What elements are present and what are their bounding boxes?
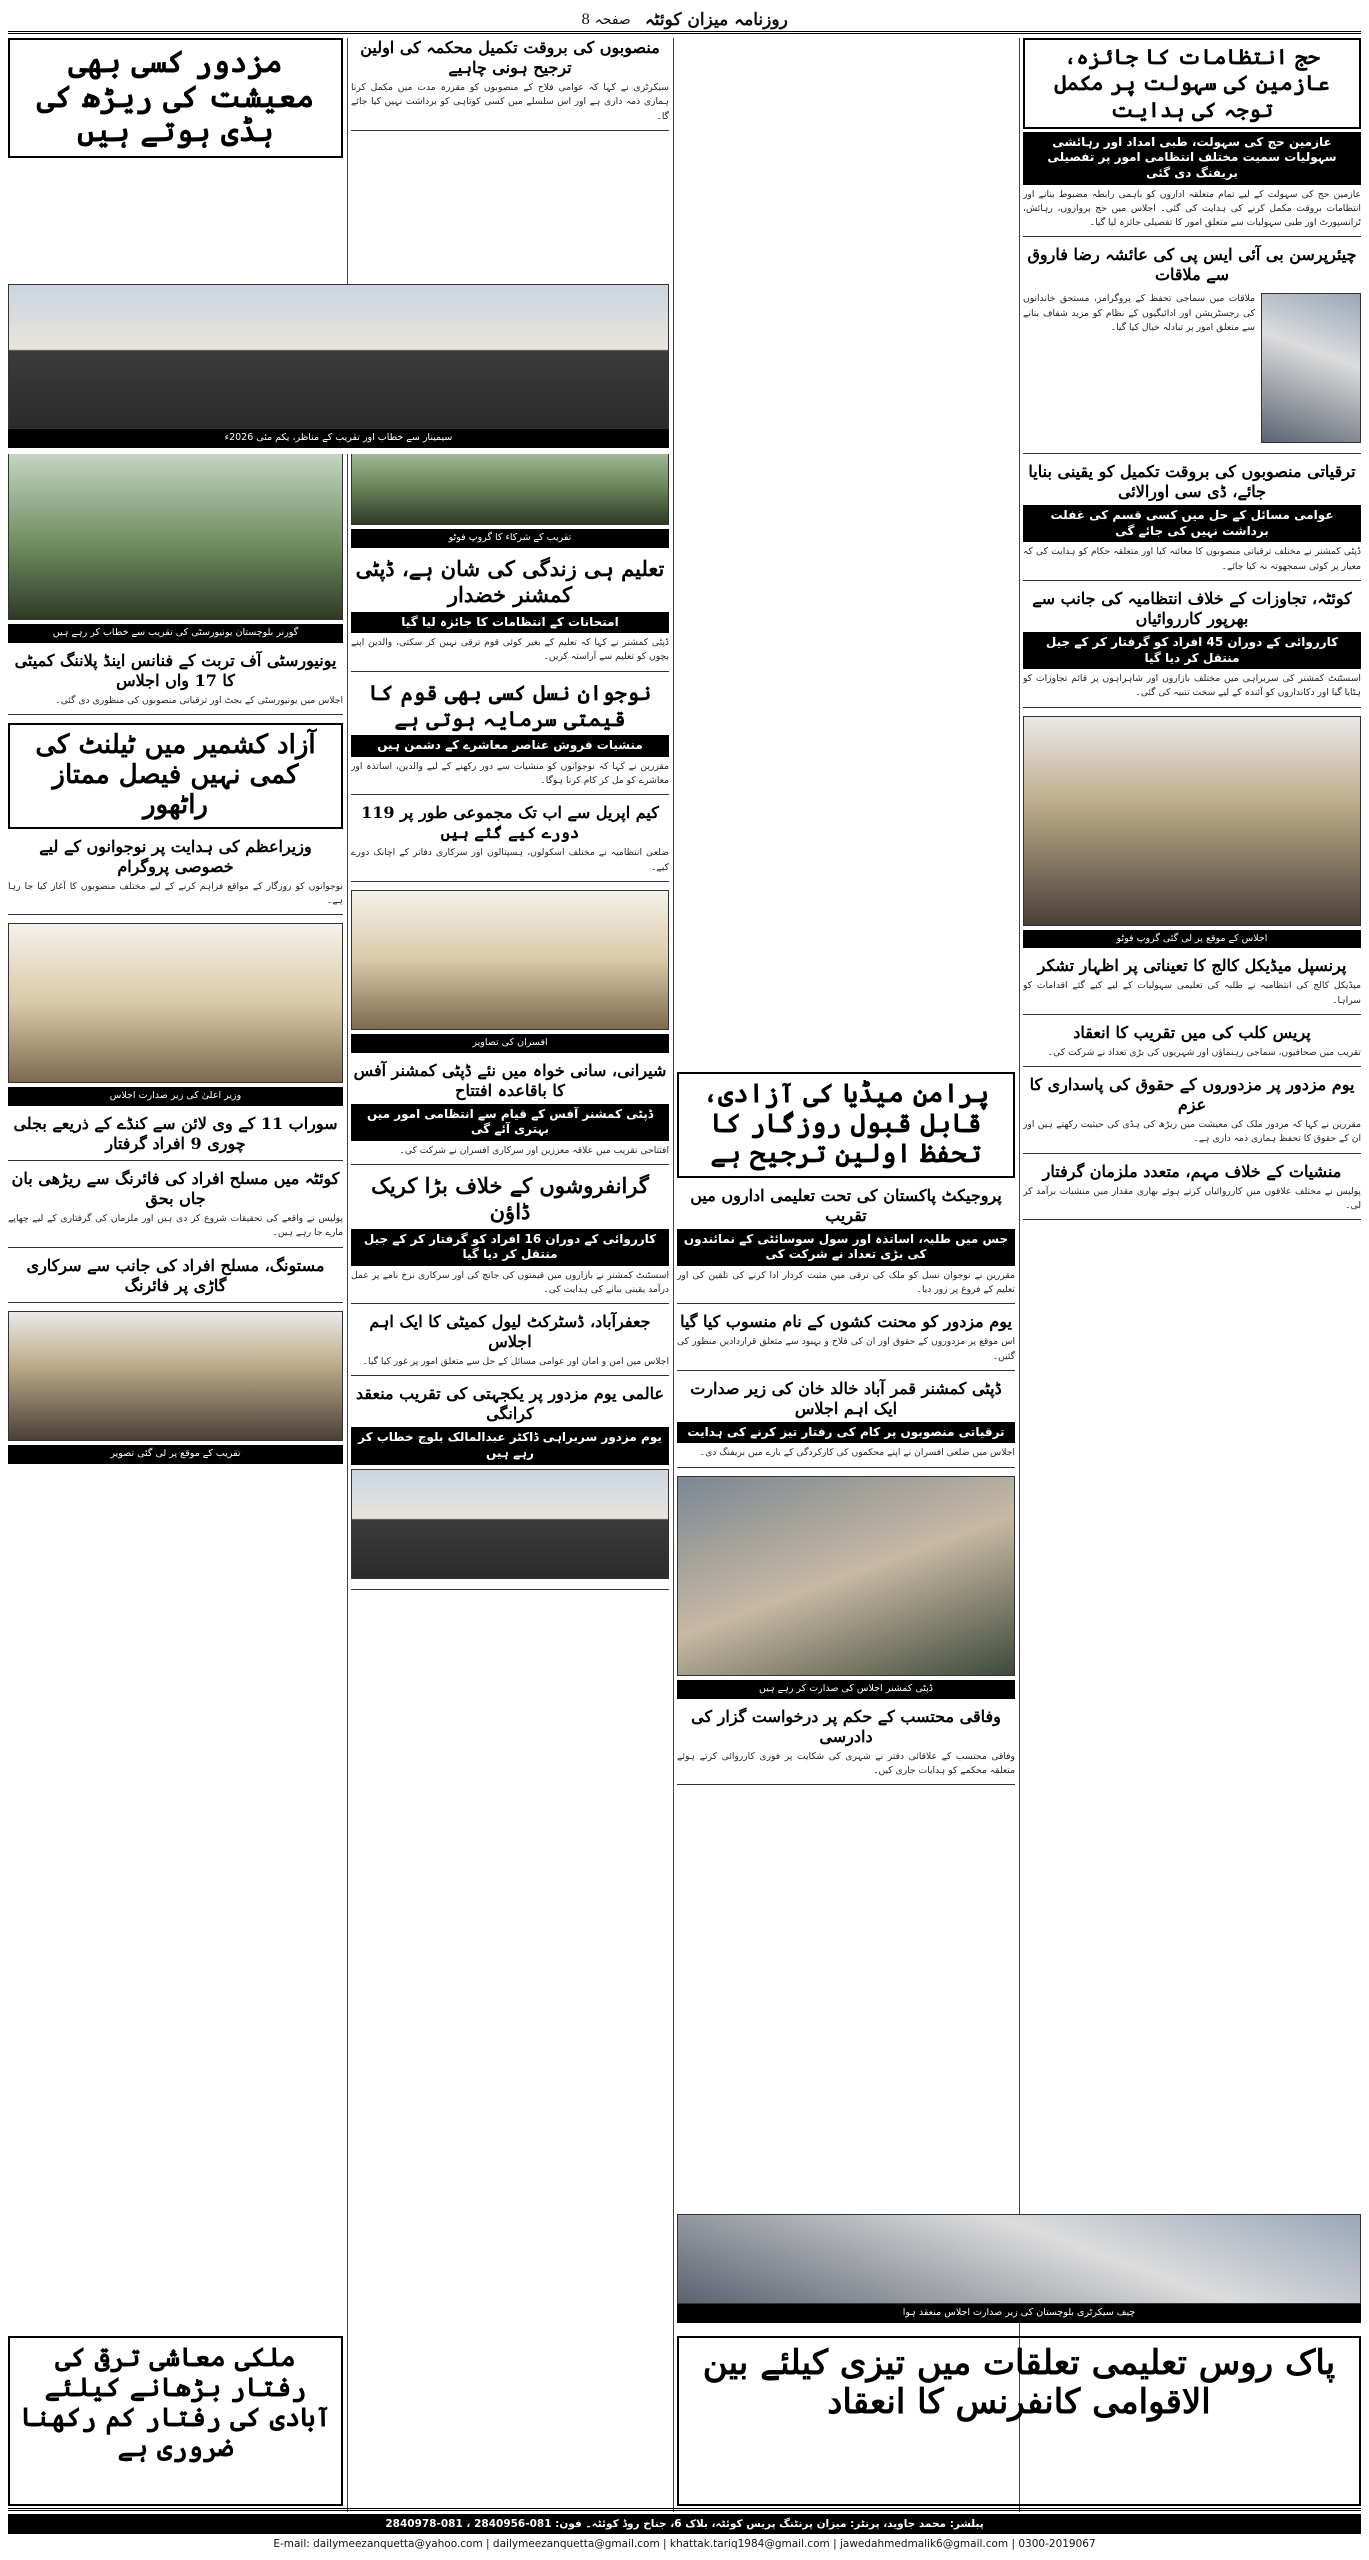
- headline: تعلیم ہی زندگی کی شان ہے، ڈپٹی کمشنر خضدار: [355, 556, 665, 608]
- paper-name: روزنامہ میزان کوئٹہ: [644, 10, 788, 30]
- headline: منصوبوں کی بروقت تکمیل محکمہ کی اولین ترجیح ہونی چاہیے: [360, 38, 660, 77]
- photo-band-cs: [677, 2214, 1361, 2330]
- article-body: ڈپٹی کمشنر نے مختلف ترقیاتی منصوبوں کا معائنہ کیا اور متعلقہ حکام کو ہدایت کی کہ معیار پر کوئی سمجھوتہ نہ کیا جائے۔: [1023, 546, 1361, 572]
- article-education-khuzdar: [351, 556, 669, 672]
- subheadline: ڈپٹی کمشنر آفس کے قیام سے انتظامی امور میں بہتری آئے گی: [351, 1104, 669, 1141]
- article-body: پولیس نے واقعے کی تحقیقات شروع کر دی ہیں اور ملزمان کی گرفتاری کے لیے چھاپے مارے جا رہے ہیں۔: [8, 1213, 343, 1239]
- article-body: اسسٹنٹ کمشنر نے بازاروں میں قیمتوں کی جانچ کی اور سرکاری نرخ نامے پر عمل درآمد یقینی بنانے کی ہدایت کی۔: [351, 1269, 669, 1295]
- article-bisp: [1023, 245, 1361, 454]
- article-medical-college: [1023, 956, 1361, 1015]
- subheadline: امتحانات کے انتظامات کا جائزہ لیا گیا: [351, 612, 669, 634]
- article-labour: [677, 1312, 1015, 1371]
- banner-headline: مزدور کسی بھی معیشت کی ریڑھ کی ہڈی ہوتے ہیں: [36, 45, 315, 149]
- article-mastung: [8, 1256, 343, 1303]
- article-body: افتتاحی تقریب میں علاقہ معززین اور سرکاری افسران نے شرکت کی۔: [399, 1144, 669, 1156]
- subheadline: عازمین حج کی سہولت، طبی امداد اور رہائشی سہولیات سمیت مختلف انتظامی امور پر تفصیلی بریفنگ دی گئی: [1023, 132, 1361, 185]
- page-number: صفحہ 8: [581, 11, 631, 28]
- photo-caption: تقریب کے شرکاء کا گروپ فوٹو: [351, 529, 669, 548]
- headline: وفاقی محتسب کے حکم پر درخواست گزار کی دادرسی: [691, 1706, 1001, 1746]
- article-youth: [351, 680, 669, 796]
- headline: مستونگ، مسلح افراد کی جانب سے سرکاری گاڑی پر فائرنگ: [26, 1255, 325, 1295]
- banner-azad-kashmir: [8, 723, 343, 829]
- article-jaffarabad: [351, 1312, 669, 1376]
- article-power-theft: [8, 1114, 343, 1161]
- article-hajj: [1023, 38, 1361, 237]
- imprint-footer: [8, 2508, 1361, 2556]
- photo-caption: تقریب کے موقع پر لی گئی تصویر: [8, 1445, 343, 1464]
- column-2: [677, 38, 1015, 2218]
- article-body: پولیس نے مختلف علاقوں میں کارروائیاں کرتے ہوئے بھاری مقدار میں منشیات برآمد کر لی۔: [1023, 1185, 1361, 1211]
- article-development: [1023, 462, 1361, 581]
- banner-headline: ملکی معاشی ترقی کی رفتار بڑھانے کیلئے آبادی کی رفتار کم رکھنا ضروری ہے: [20, 2343, 331, 2463]
- photo-caption: ڈپٹی کمشنر اجلاس کی صدارت کر رہے ہیں: [677, 1680, 1015, 1699]
- article-body: ملاقات میں سماجی تحفظ کے پروگرامز، مستحق خاندانوں کی رجسٹریشن اور ادائیگیوں کے نظام کو مزید شفاف بنانے سے متعلق امور پر تبادلہ خیال کیا گیا۔: [1023, 293, 1255, 333]
- subheadline: یوم مزدور سربراہی ڈاکٹر عبدالمالک بلوچ خطاب کر رہے ہیں: [351, 1427, 669, 1464]
- subheadline: کارروائی کے دوران 45 افراد کو گرفتار کر کے جیل منتقل کر دیا گیا: [1023, 632, 1361, 669]
- masthead: [8, 8, 1361, 34]
- headline: شیرانی، سانی خواہ میں نئے ڈپٹی کمشنر آفس کا باقاعدہ افتتاح: [353, 1060, 667, 1100]
- article-body: سیکرٹری نے کہا کہ عوامی فلاح کے منصوبوں کو مقررہ مدت میں مکمل کرنا ہماری ذمہ داری ہے اور اس سلسلے میں کسی کوتاہی کو برداشت نہیں کیا جائے گا۔: [351, 82, 669, 122]
- headline: پریس کلب کی میں تقریب کا انعقاد: [1073, 1022, 1311, 1042]
- headline: عالمی یوم مزدور پر یکجہتی کی تقریب منعقد کرانگی: [355, 1384, 664, 1424]
- headline: کیم اپریل سے اب تک مجموعی طور پر 119 دورے کیے گئے ہیں: [361, 803, 659, 843]
- headline: وزیراعظم کی ہدایت پر نوجوانوں کے لیے خصوصی پروگرام: [39, 836, 312, 876]
- column-divider: [1019, 38, 1020, 2512]
- article-profiteers: [351, 1173, 669, 1304]
- article-body: مقررین نے کہا کہ مزدور ملک کی معیشت میں ریڑھ کی ہڈی کی حیثیت رکھتے ہیں اور ان کے حقوق کا تحفظ ہماری ذمہ داری ہے۔: [1023, 1119, 1361, 1145]
- article-body: عازمین حج کی سہولت کے لیے تمام متعلقہ اداروں کو باہمی رابطہ مضبوط بنانے اور انتظامات بروقت مکمل کرنے کی ہدایت کی گئی۔ اجلاس میں حج پروازوں، رہائش، ٹرانسپورٹ اور طبی سہولیات سے متعلق امور کا تفصیلی جائزہ لیا گیا۔: [1023, 188, 1361, 229]
- article-labour-day-event: [351, 1384, 669, 1589]
- article-body: نوجوانوں کو روزگار کے مواقع فراہم کرنے کے لیے مختلف منصوبوں کا آغاز کیا جا رہا ہے۔: [8, 880, 343, 907]
- headline: کوئٹہ، تجاوزات کے خلاف انتظامیہ کی جانب سے بھرپور کارروائیاں: [1032, 588, 1352, 628]
- article-body: اجلاس میں امن و امان اور عوامی مسائل کے حل سے متعلق امور پر غور کیا گیا۔: [362, 1356, 669, 1368]
- subheadline: عوامی مسائل کے حل میں کسی قسم کی غفلت برداشت نہیں کی جائے گی: [1023, 505, 1361, 542]
- news-photo: [8, 923, 343, 1083]
- article-projects-priority: [351, 38, 669, 131]
- article-youth-programme: [8, 837, 343, 916]
- article-encroachment: [1023, 589, 1361, 708]
- article-ombudsman: [677, 1707, 1015, 1786]
- headline: پرنسپل میڈیکل کالج کا تعیناتی پر اظہار تشکر: [1037, 956, 1347, 976]
- article-narcotics: [1023, 1162, 1361, 1221]
- subheadline: منشیات فروش عناصر معاشرے کے دشمن ہیں: [351, 735, 669, 757]
- news-photo: [677, 1476, 1015, 1676]
- headline: یوم مزدور پر مزدوروں کے حقوق کی پاسداری کا عزم: [1029, 1075, 1355, 1115]
- article-labour-day: [1023, 1075, 1361, 1154]
- article-project-pakistan: [677, 1186, 1015, 1305]
- photo-caption: افسران کی تصاویر: [351, 1034, 669, 1053]
- headline: چیئرپرسن بی آئی ایس پی کی عائشہ رضا فاروق سے ملاقات: [1027, 245, 1357, 285]
- contact-line: E-mail: dailymeezanquetta@yahoo.com | dailymeezanquetta@gmail.com | khattak.tariq1984@gmail.com | jawedahmedmalik6@gmail.com | 0300-2019067: [273, 2538, 1096, 2550]
- article-body: اجلاس میں یونیورسٹی کے بجٹ اور ترقیاتی منصوبوں کی منظوری دی گئی۔: [55, 695, 343, 706]
- subheadline: جس میں طلبہ، اساتذہ اور سول سوسائٹی کے نمائندوں کی بڑی تعداد نے شرکت کی: [677, 1229, 1015, 1266]
- imprint-line: پبلشر: محمد جاوید، پرنٹر: میزان پرنٹنگ پریس کوئٹہ، بلاک 6، جناح روڈ کوئٹہ۔ فون: 081-2840956 ، 081-2840978: [8, 2514, 1361, 2534]
- article-quetta-firing: [8, 1169, 343, 1248]
- article-119-visits: [351, 803, 669, 882]
- headline: حج انتظامات کا جائزہ، عازمین کی سہولت پر مکمل توجہ کی ہدایت: [1023, 38, 1361, 129]
- headline: گرانفروشوں کے خلاف بڑا کریک ڈاؤن: [371, 1173, 649, 1225]
- photo-band-seminar: [8, 284, 669, 454]
- photo-caption: وزیر اعلیٰ کی زیر صدارت اجلاس: [8, 1087, 343, 1106]
- article-body: ضلعی انتظامیہ نے مختلف اسکولوں، ہسپتالوں اور سرکاری دفاتر کے اچانک دورے کیے۔: [351, 847, 669, 873]
- news-photo: [351, 890, 669, 1030]
- subheadline: کارروائی کے دوران 16 افراد کو گرفتار کر کے جیل منتقل کر دیا گیا: [351, 1229, 669, 1266]
- news-photo: [1023, 716, 1361, 926]
- portrait-photo: [1261, 293, 1361, 443]
- headline: یوم مزدور کو محنت کشوں کے نام منسوب کیا گیا: [680, 1312, 1012, 1332]
- column-1: [1023, 38, 1361, 2504]
- article-grid: [8, 34, 1361, 2512]
- article-body: مقررین نے نوجوان نسل کو ملک کی ترقی میں مثبت کردار ادا کرنے کی تلقین کی اور تعلیم کے فروغ پر زور دیا۔: [677, 1269, 1015, 1296]
- article-press-club: [1023, 1023, 1361, 1067]
- banner-headline: پرامن میڈیا کی آزادی، قابل قبول روزگار کا تحفظ اولین ترجیح ہے: [702, 1079, 990, 1169]
- article-dc-meeting: [677, 1379, 1015, 1468]
- headline: ترقیاتی منصوبوں کی بروقت تکمیل کو یقینی بنایا جائے، ڈی سی اورالائی: [1028, 462, 1356, 502]
- headline: پروجیکٹ پاکستان کی تحت تعلیمی اداروں میں تقریب: [690, 1185, 1002, 1225]
- headline: جعفرآباد، ڈسٹرکٹ لیول کمیٹی کا ایک اہم اجلاس: [369, 1312, 651, 1352]
- article-body: اس موقع پر مزدوروں کے حقوق اور ان کی فلاح و بہبود سے متعلق قراردادیں منظور کی گئیں۔: [677, 1336, 1015, 1362]
- headline: منشیات کے خلاف مہم، متعدد ملزمان گرفتار: [1042, 1161, 1342, 1181]
- article-body: میڈیکل کالج کی انتظامیہ نے طلبہ کی تعلیمی سہولیات کے لیے کیے گئے اقدامات کو سراہا۔: [1023, 980, 1361, 1006]
- news-photo: [8, 440, 343, 620]
- article-body: ڈپٹی کمشنر نے کہا کہ تعلیم کے بغیر کوئی قوم ترقی نہیں کر سکتی، والدین اپنے بچوں کو تعلیم سے آراستہ کریں۔: [351, 637, 669, 663]
- news-photo: [351, 1469, 669, 1579]
- banner-labour-economy: [8, 38, 343, 158]
- headline: کوئٹہ میں مسلح افراد کی فائرنگ سے ریڑھی بان جاں بحق: [11, 1169, 340, 1209]
- headline: ڈپٹی کمشنر قمر آباد خالد خان کی زیر صدارت ایک اہم اجلاس: [690, 1378, 1002, 1418]
- photo-caption: اجلاس کے موقع پر لی گئی گروپ فوٹو: [1023, 930, 1361, 949]
- banner-media-freedom: [677, 1072, 1015, 1178]
- article-body: اسسٹنٹ کمشنر کی سربراہی میں مختلف بازاروں اور شاہراہوں پر قائم تجاوزات کو ہٹایا گیا اور دکانداروں کو آئندہ کے لیے سخت تنبیہ کی گئی۔: [1023, 673, 1361, 699]
- banner-pak-russia: [677, 2336, 1361, 2506]
- article-body: تقریب میں صحافیوں، سماجی رہنماؤں اور شہریوں کی بڑی تعداد نے شرکت کی۔: [1047, 1046, 1361, 1058]
- photo-caption: چیف سیکرٹری بلوچستان کی زیر صدارت اجلاس منعقد ہوا: [677, 2304, 1361, 2323]
- article-sherani-office: [351, 1061, 669, 1165]
- headline: نوجوان نسل کسی بھی قوم کا قیمتی سرمایہ ہوتی ہے: [368, 679, 652, 731]
- news-photo: [8, 1311, 343, 1441]
- headline: یونیورسٹی آف تربت کے فنانس اینڈ پلاننگ کمیٹی کا 17 واں اجلاس: [14, 651, 337, 690]
- news-photo: [8, 284, 669, 429]
- banner-headline: پاک روس تعلیمی تعلقات میں تیزی کیلئے بین الاقوامی کانفرنس کا انعقاد: [702, 2343, 1336, 2423]
- article-turbat-university: [8, 651, 343, 715]
- news-photo: [677, 2214, 1361, 2304]
- banner-headline: آزاد کشمیر میں ٹیلنٹ کی کمی نہیں فیصل ممتاز راٹھور: [35, 730, 316, 821]
- subheadline: ترقیاتی منصوبوں پر کام کی رفتار تیز کرنے کی ہدایت: [677, 1422, 1015, 1444]
- column-divider: [673, 38, 674, 2512]
- banner-population: [8, 2336, 343, 2506]
- article-body: وفاقی محتسب کے علاقائی دفتر نے شہری کی شکایت پر فوری کارروائی کرتے ہوئے متعلقہ محکمے کو ہدایات جاری کیں۔: [677, 1750, 1015, 1776]
- article-body: اجلاس میں ضلعی افسران نے اپنے محکموں کی کارکردگی کے بارے میں بریفنگ دی۔: [699, 1447, 1015, 1459]
- headline: سوراب 11 کے وی لائن سے کنڈے کے ذریعے بجلی چوری 9 افراد گرفتار: [13, 1114, 338, 1154]
- article-body: مقررین نے کہا کہ نوجوانوں کو منشیات سے دور رکھنے کے لیے والدین، اساتذہ اور معاشرے کو مل کر کام کرنا ہوگا۔: [351, 760, 669, 786]
- photo-caption: گورنر بلوچستان یونیورسٹی کی تقریب سے خطاب کر رہے ہیں: [8, 624, 343, 643]
- photo-caption: سیمینار سے خطاب اور تقریب کے مناظر، یکم مئی 2026ء: [8, 429, 669, 448]
